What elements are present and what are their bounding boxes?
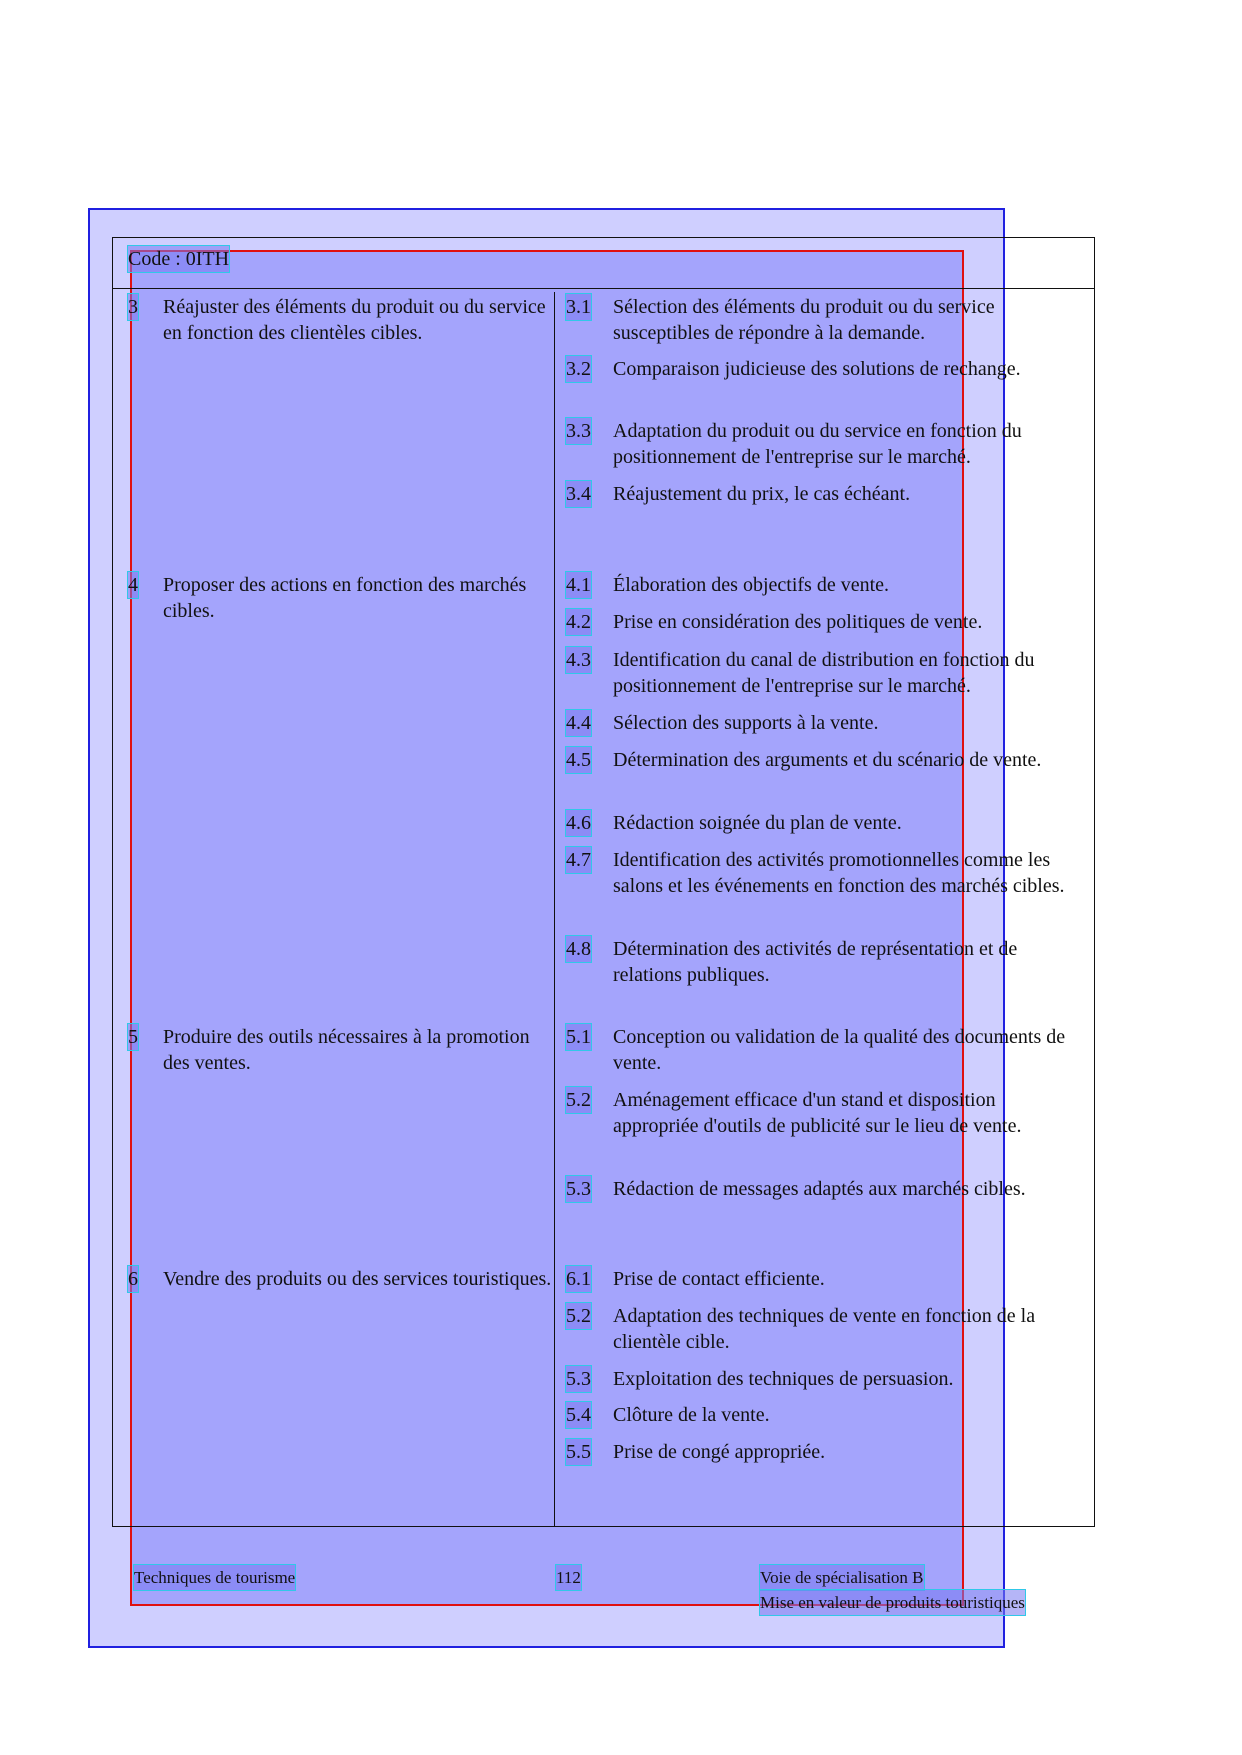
- criterion-text: Identification des activités promotionnelles comme les salons et les événements en fonction des marchés cibles.: [613, 849, 1065, 897]
- criterion-item: [566, 810, 1081, 847]
- criterion-text: Clôture de la vente.: [613, 1404, 770, 1426]
- criterion-number: 4.6: [566, 812, 591, 834]
- criterion-number: 6.1: [566, 1268, 591, 1290]
- criterion-number: 5.4: [566, 1404, 591, 1426]
- criterion-text: Rédaction soignée du plan de vente.: [613, 812, 902, 834]
- criterion-text: Détermination des arguments et du scénario de vente.: [613, 749, 1042, 771]
- section-4: [128, 572, 1088, 992]
- criterion-text: Aménagement efficace d'un stand et disposition appropriée d'outils de publicité sur le lieu de vente.: [613, 1089, 1022, 1137]
- criterion-number: 4.7: [566, 849, 591, 871]
- criterion-text: Conception ou validation de la qualité des documents de vente.: [613, 1026, 1066, 1074]
- element-number: 3: [128, 296, 138, 318]
- criterion-item: [566, 356, 1081, 418]
- element-number: 4: [128, 574, 138, 596]
- criteria-list: [566, 1024, 1081, 1228]
- criterion-text: Exploitation des techniques de persuasion.: [613, 1368, 954, 1390]
- criterion-item: [566, 1439, 1081, 1469]
- element-number: 5: [128, 1026, 138, 1048]
- criterion-text: Prise de contact efficiente.: [613, 1268, 825, 1290]
- element-text: Réajuster des éléments du produit ou du service en fonction des clientèles cibles.: [163, 296, 546, 344]
- criterion-item: [566, 418, 1081, 481]
- element-text: Proposer des actions en fonction des marchés cibles.: [163, 574, 527, 622]
- criterion-text: Détermination des activités de représentation et de relations publiques.: [613, 938, 1018, 986]
- criteria-list: [566, 572, 1081, 988]
- criterion-text: Comparaison judicieuse des solutions de rechange.: [613, 358, 1021, 380]
- criterion-item: [566, 647, 1081, 710]
- criterion-number: 4.5: [566, 749, 591, 771]
- criterion-number: 3.4: [566, 483, 591, 505]
- course-code: Code : 0ITH: [128, 248, 230, 270]
- criterion-item: [566, 1087, 1081, 1176]
- criterion-item: [566, 847, 1081, 936]
- criterion-number: 5.5: [566, 1441, 591, 1463]
- criteria-list: [566, 294, 1081, 511]
- criterion-item: [566, 572, 1081, 609]
- criterion-number: 4.3: [566, 649, 591, 671]
- criterion-number: 4.1: [566, 574, 591, 596]
- footer-program-title: Techniques de tourisme: [134, 1565, 295, 1590]
- header-divider: [112, 288, 1095, 289]
- criterion-item: [566, 609, 1081, 647]
- criterion-number: 3.2: [566, 358, 591, 380]
- criterion-text: Prise en considération des politiques de vente.: [613, 611, 983, 633]
- section-5: [128, 1024, 1088, 1224]
- criterion-item: [566, 710, 1081, 747]
- criterion-number: 5.2: [566, 1305, 591, 1327]
- criterion-number: 5.2: [566, 1089, 591, 1111]
- element-text: Vendre des produits ou des services touristiques.: [163, 1268, 552, 1290]
- footer-specialization: Voie de spécialisation B: [760, 1565, 924, 1590]
- criterion-number: 5.3: [566, 1178, 591, 1200]
- criterion-number: 5.3: [566, 1368, 591, 1390]
- criterion-item: [566, 1366, 1081, 1402]
- element-number: 6: [128, 1268, 138, 1290]
- criterion-item: [566, 1402, 1081, 1439]
- criterion-number: 4.4: [566, 712, 591, 734]
- criterion-number: 3.1: [566, 296, 591, 318]
- footer-course-title: Mise en valeur de produits touristiques: [760, 1590, 1025, 1615]
- page-number: 112: [556, 1565, 581, 1590]
- criterion-number: 4.8: [566, 938, 591, 960]
- criterion-number: 4.2: [566, 611, 591, 633]
- criterion-item: [566, 1024, 1081, 1087]
- criterion-number: 3.3: [566, 420, 591, 442]
- criteria-list: [566, 1266, 1081, 1469]
- criterion-item: [566, 747, 1081, 810]
- criterion-text: Rédaction de messages adaptés aux marchés cibles.: [613, 1178, 1026, 1200]
- criterion-item: [566, 1266, 1081, 1303]
- criterion-item: [566, 481, 1081, 511]
- criterion-text: Adaptation du produit ou du service en fonction du positionnement de l'entreprise sur le marché.: [613, 420, 1022, 468]
- element-text: Produire des outils nécessaires à la promotion des ventes.: [163, 1026, 530, 1074]
- criterion-number: 5.1: [566, 1026, 591, 1048]
- criterion-text: Sélection des supports à la vente.: [613, 712, 879, 734]
- section-6: [128, 1266, 1088, 1466]
- criterion-text: Prise de congé appropriée.: [613, 1441, 826, 1463]
- criterion-item: [566, 1176, 1081, 1228]
- section-3: [128, 294, 1088, 514]
- criterion-text: Adaptation des techniques de vente en fonction de la clientèle cible.: [613, 1305, 1036, 1353]
- criterion-text: Identification du canal de distribution en fonction du positionnement de l'entreprise sur le marché.: [613, 649, 1035, 697]
- criterion-text: Sélection des éléments du produit ou du service susceptibles de répondre à la demande.: [613, 296, 995, 344]
- criterion-item: [566, 1303, 1081, 1366]
- criterion-text: Réajustement du prix, le cas échéant.: [613, 483, 911, 505]
- criterion-text: Élaboration des objectifs de vente.: [613, 574, 890, 596]
- criterion-item: [566, 936, 1081, 988]
- criterion-item: [566, 294, 1081, 356]
